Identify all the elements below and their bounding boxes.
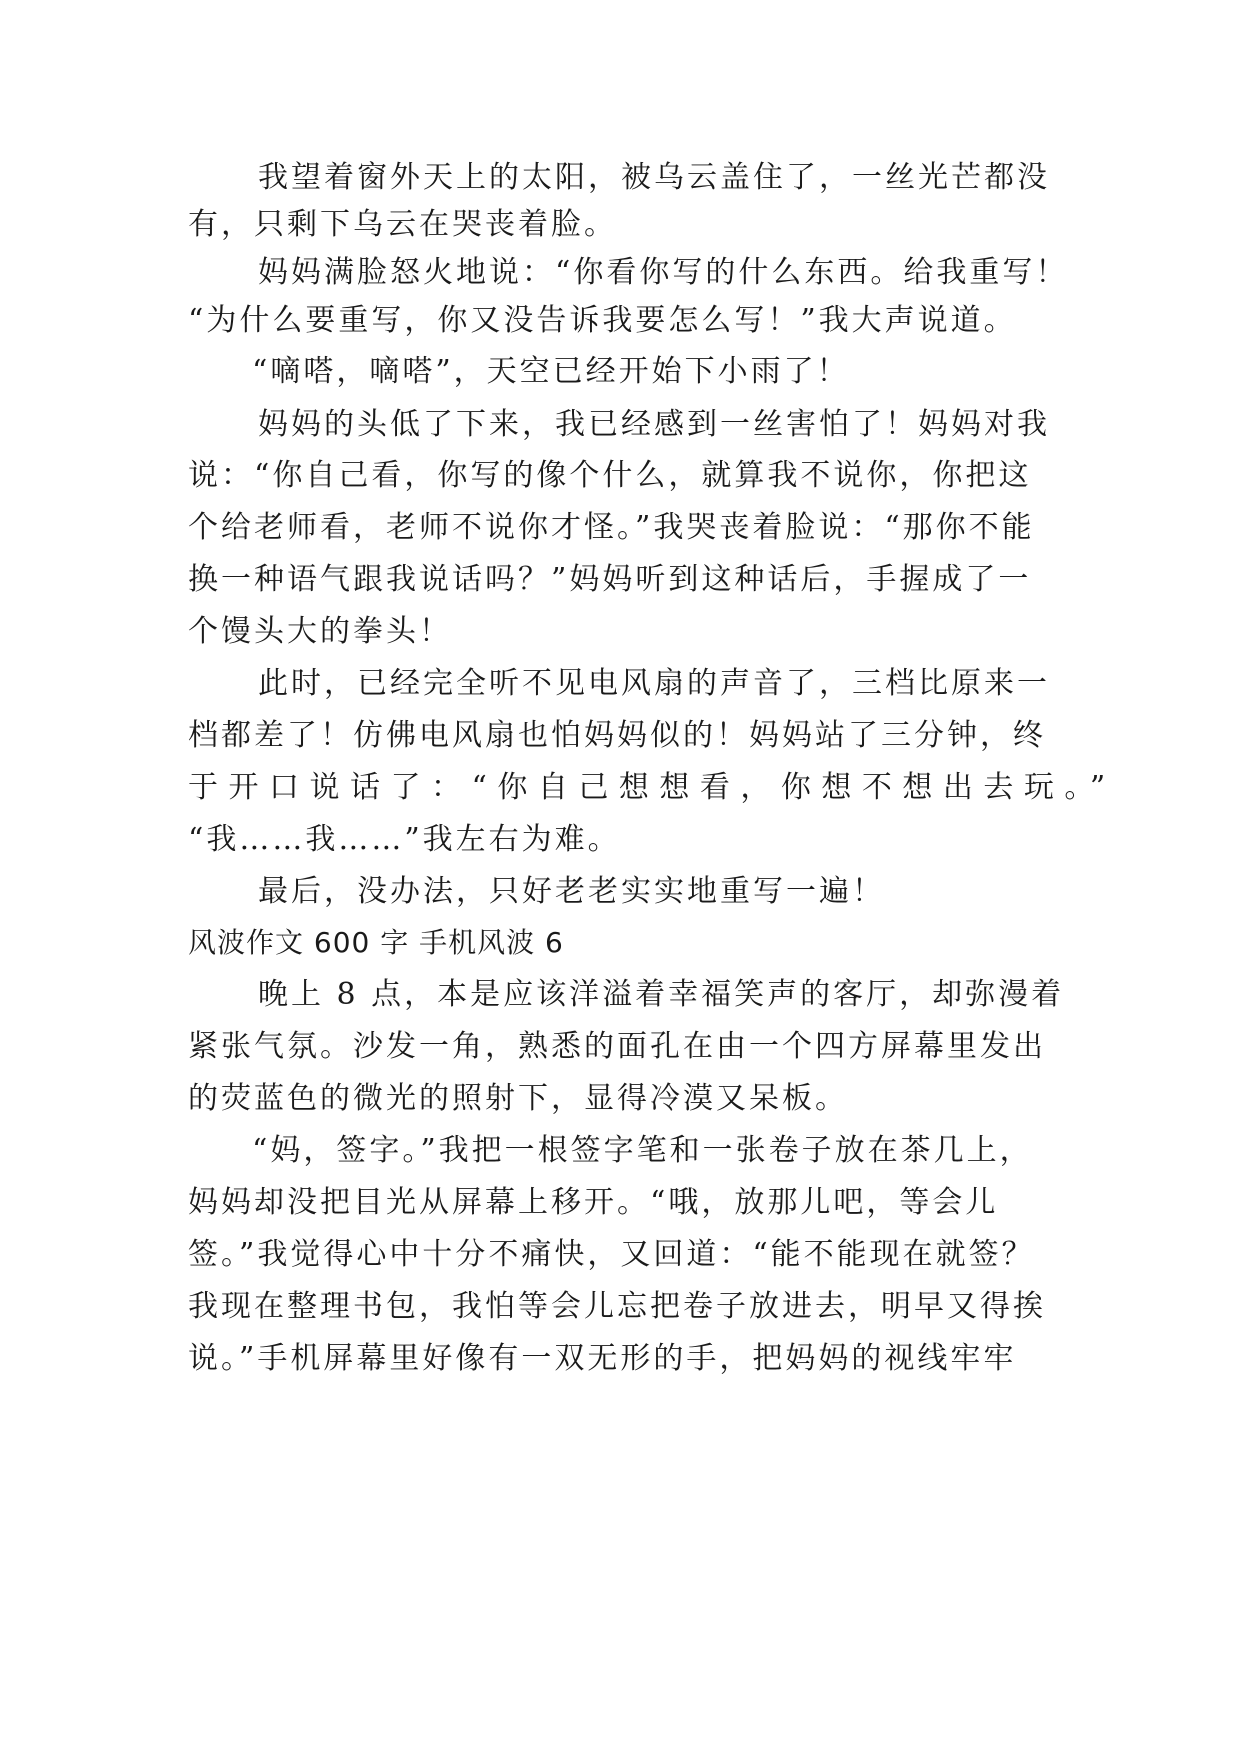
text-line: 最后，没办法，只好老老实实地重写一遍！ [258, 874, 885, 909]
text-line: 此时，已经完全听不见电风扇的声音了，三档比原来一 [258, 666, 1050, 701]
text-line: “妈，签字。”我把一根签字笔和一张卷子放在茶几上， [252, 1133, 1033, 1168]
text-line: 有，只剩下乌云在哭丧着脸。 [188, 207, 617, 242]
text-line: “我……我……”我左右为难。 [188, 822, 621, 857]
text-line: 档都差了！仿佛电风扇也怕妈妈似的！妈妈站了三分钟，终 [188, 718, 1046, 753]
text-line: 妈妈却没把目光从屏幕上移开。“哦，放那儿吧，等会儿 [188, 1185, 999, 1220]
text-line: 于开口说话了：“你自己想想看，你想不想出去玩。” [188, 770, 1116, 805]
text-line: 紧张气氛。沙发一角，熟悉的面孔在由一个四方屏幕里发出 [188, 1029, 1046, 1064]
text-line: 妈妈满脸怒火地说：“你看你写的什么东西。给我重写！ [258, 255, 1069, 290]
section-heading: 风波作文 600 字 手机风波 6 [188, 926, 564, 959]
text-line: 妈妈的头低了下来，我已经感到一丝害怕了！妈妈对我 [258, 407, 1050, 442]
text-line: 签。”我觉得心中十分不痛快，又回道：“能不能现在就签？ [188, 1237, 1035, 1272]
text-line: 我望着窗外天上的太阳，被乌云盖住了，一丝光芒都没 [258, 160, 1050, 195]
text-line: 说：“你自己看，你写的像个什么，就算我不说你，你把这 [188, 458, 1032, 493]
text-line: “为什么要重写，你又没告诉我要怎么写！”我大声说道。 [188, 303, 1017, 338]
text-line: 晚上 8 点，本是应该洋溢着幸福笑声的客厅，却弥漫着 [258, 977, 1065, 1012]
text-line: 个馒头大的拳头！ [188, 614, 452, 649]
text-line: 我现在整理书包，我怕等会儿忘把卷子放进去，明早又得挨 [188, 1289, 1046, 1324]
text-line: 换一种语气跟我说话吗？”妈妈听到这种话后，手握成了一 [188, 562, 1032, 597]
text-line: 个给老师看，老师不说你才怪。”我哭丧着脸说：“那你不能 [188, 510, 1035, 545]
text-line: “嘀嗒，嘀嗒”，天空已经开始下小雨了！ [252, 354, 850, 389]
text-line: 的荧蓝色的微光的照射下，显得冷漠又呆板。 [188, 1081, 848, 1116]
text-line: 说。”手机屏幕里好像有一双无形的手，把妈妈的视线牢牢 [188, 1341, 1017, 1376]
